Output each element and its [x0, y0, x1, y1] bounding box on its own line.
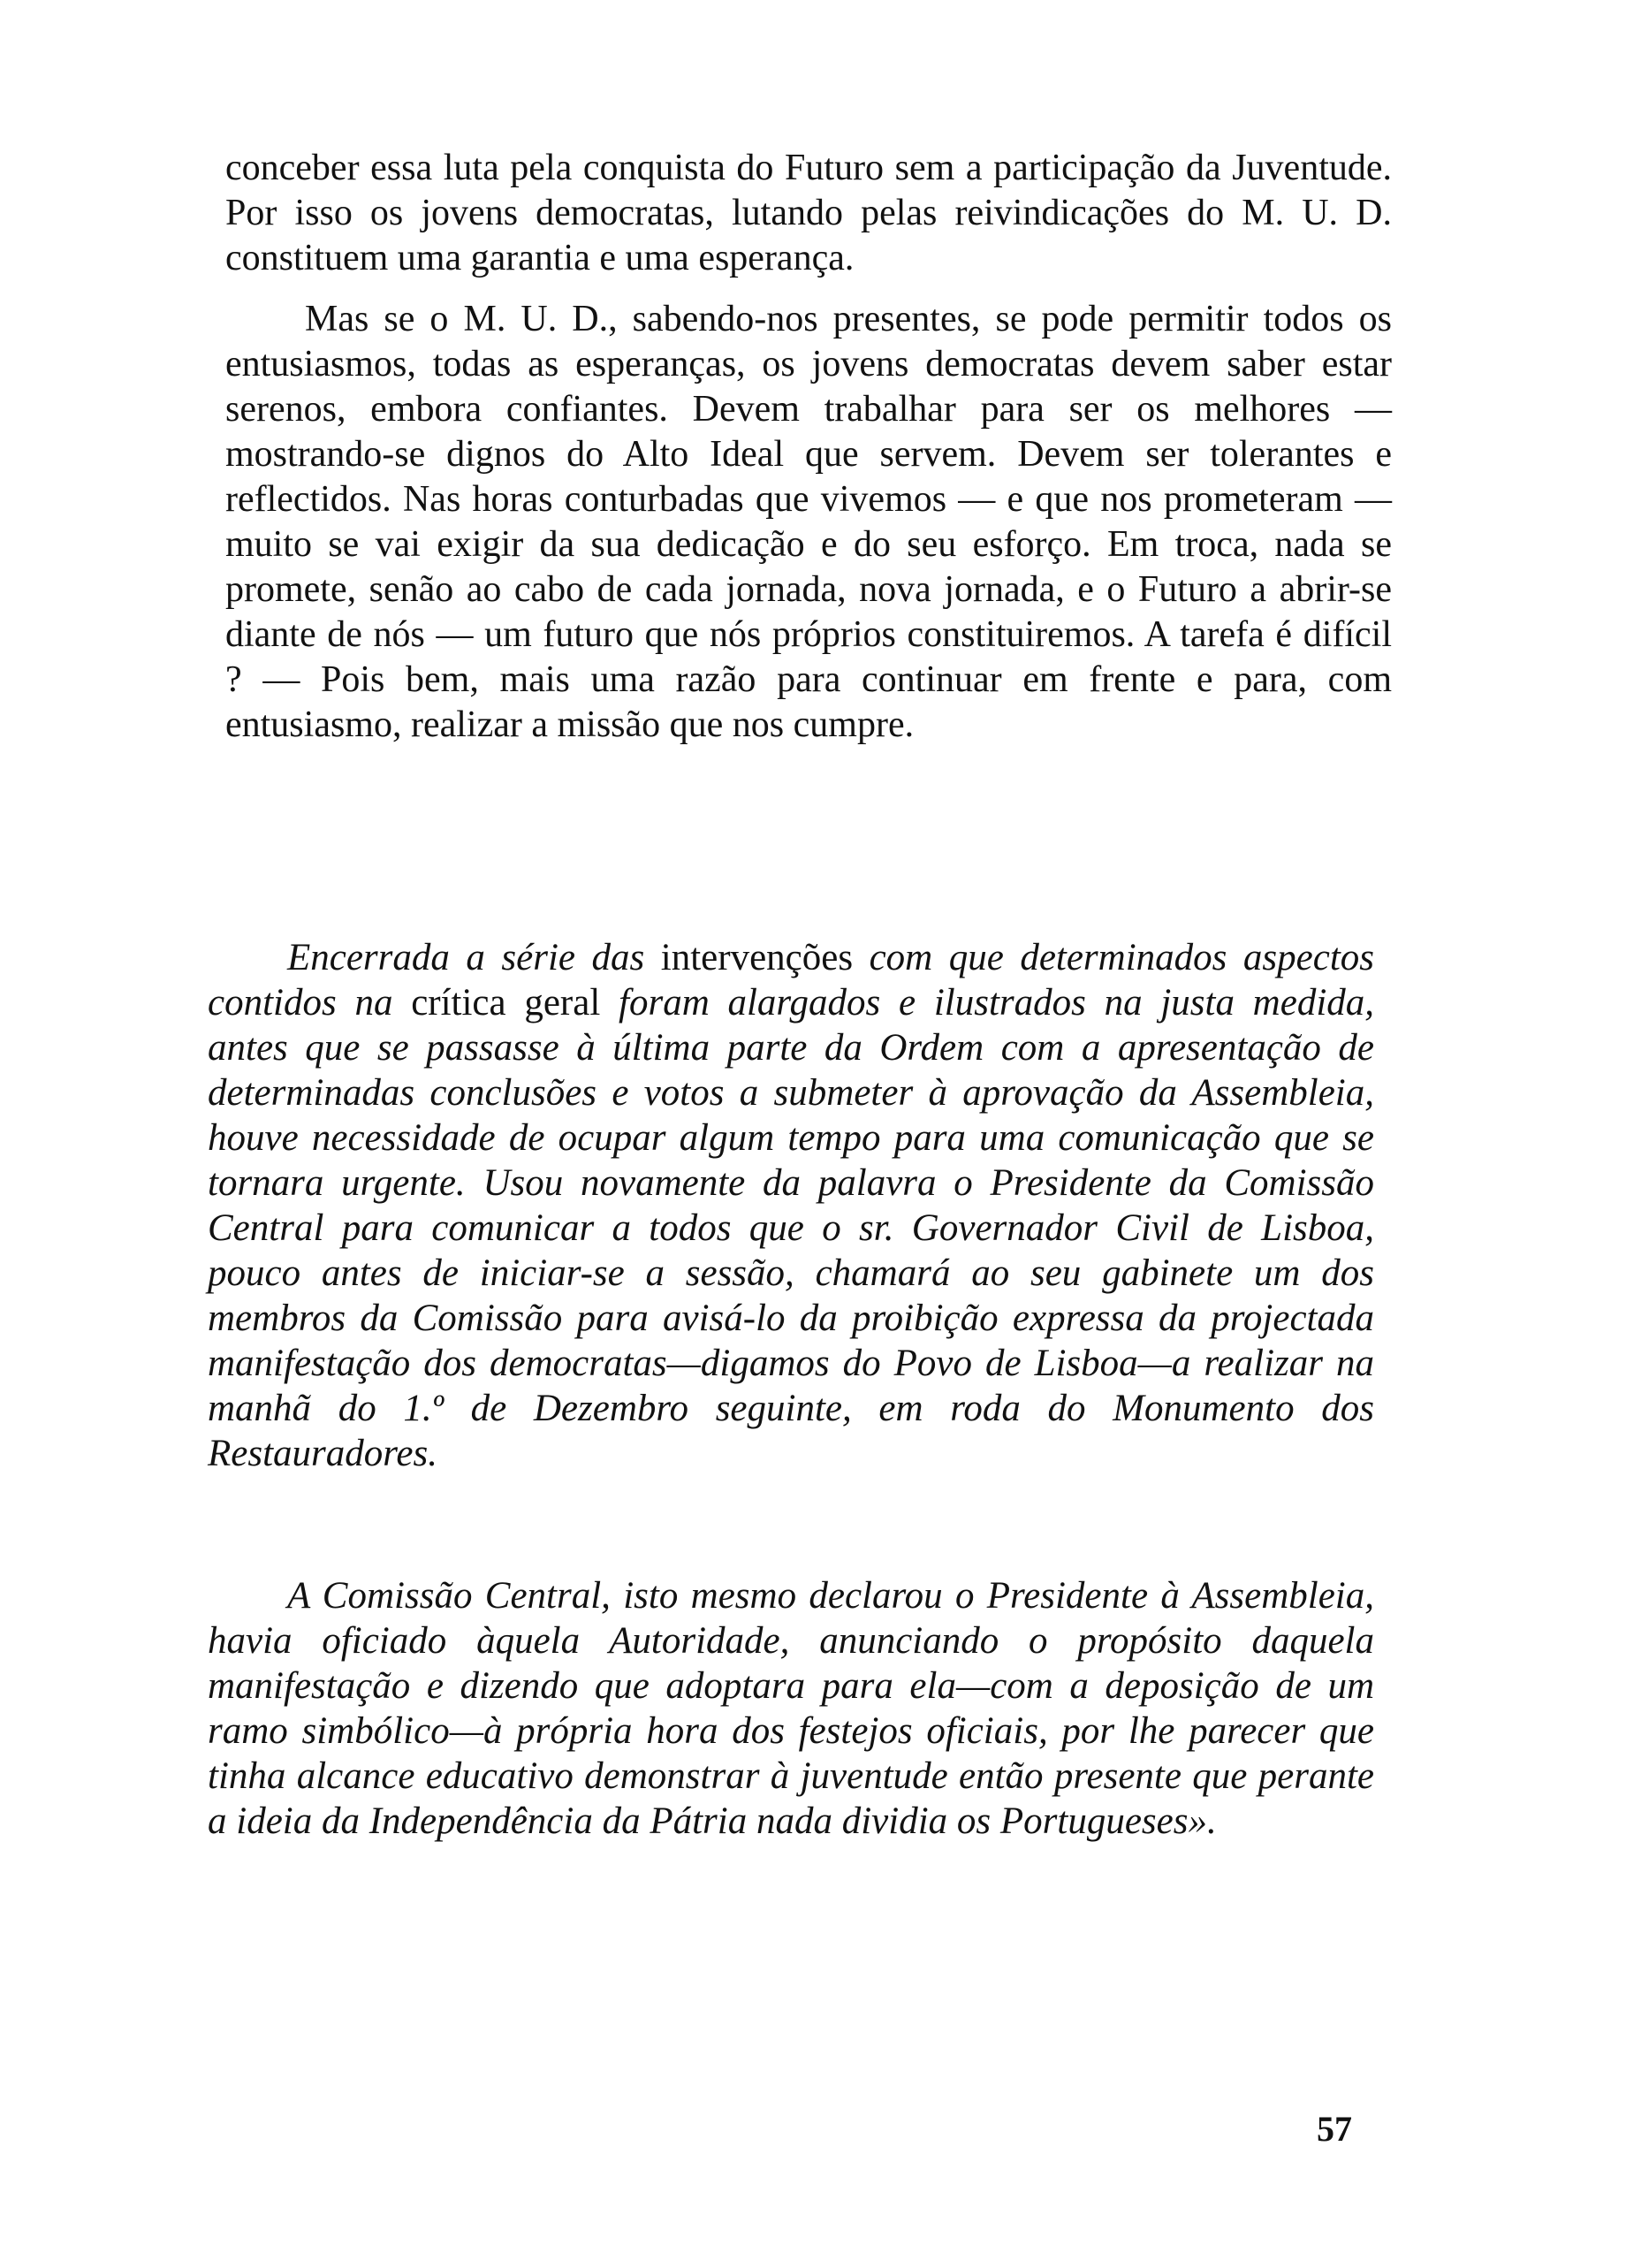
italic-run-1: Encerrada a série das [287, 937, 645, 978]
italic-paragraph-1 [208, 935, 1374, 1476]
upright-run-critica: crítica geral [411, 982, 601, 1024]
paragraph-2: Mas se o M. U. D., sabendo-nos presentes, se pode permitir todos os entusiasmos, todas as esperanças, os jovens democratas devem saber estar serenos, embora confiantes. Devem trabalhar para ser os melhores — mostrando-se dignos do Alto Ideal que servem. Devem ser tolerantes e reflectidos. Nas horas conturbadas que vivemos — e que nos prometeram — muito se vai exigir da sua dedicação e do seu esforço. Em troca, nada se promete, senão ao cabo de cada jornada, nova jornada, e o Futuro a abrir-se diante de nós — um futuro que nós próprios constituiremos. A tarefa é difícil ? — Pois bem, mais uma razão para continuar em frente e para, com entusiasmo, realizar a missão que nos cumpre. [225, 299, 1392, 745]
page-number: 57 [1317, 2109, 1352, 2149]
paragraph-1: conceber essa luta pela conquista do Futuro sem a participação da Juventude. Por isso os jovens democratas, lutando pelas reivindicações do M. U. D. constituem uma garantia e uma esperança. [225, 148, 1392, 278]
italic-run-2: com que determinados aspectos contidos na [208, 937, 1374, 1024]
italic-paragraph-2: A Comissão Central, isto mesmo declarou o Presidente à Assembleia, havia oficiado àquela Autoridade, anunciando o propósito daquela manifestação e dizendo que adoptara para ela—com a deposição de um ramo simbólico—à própria hora dos festejos oficiais, por lhe parecer que tinha alcance educativo demonstrar à juventude então presente que perante a ideia da Independência da Pátria nada dividia os Portugueses». [208, 1575, 1374, 1842]
upright-run-interventions: intervenções [660, 937, 854, 978]
upright-text-section [225, 146, 1392, 748]
italic-run-3: foram alargados e ilustrados na justa medida, antes que se passasse à última parte da Ordem com a apresentação de determinadas conclusões e votos a submeter à aprovação da Assembleia, houve necessidade de ocupar algum tempo para uma comunicação que se tornara urgente. Usou novamente da palavra o Presidente da Comissão Central para comunicar a todos que o sr. Governador Civil de Lisboa, pouco antes de iniciar-se a sessão, chamará ao seu gabinete um dos membros da Comissão para avisá-lo da proibição expressa da projectada manifestação dos democratas—digamos do Povo de Lisboa—a realizar na manhã do 1.º de Dezembro seguinte, em roda do Monumento dos Restauradores. [208, 982, 1375, 1474]
